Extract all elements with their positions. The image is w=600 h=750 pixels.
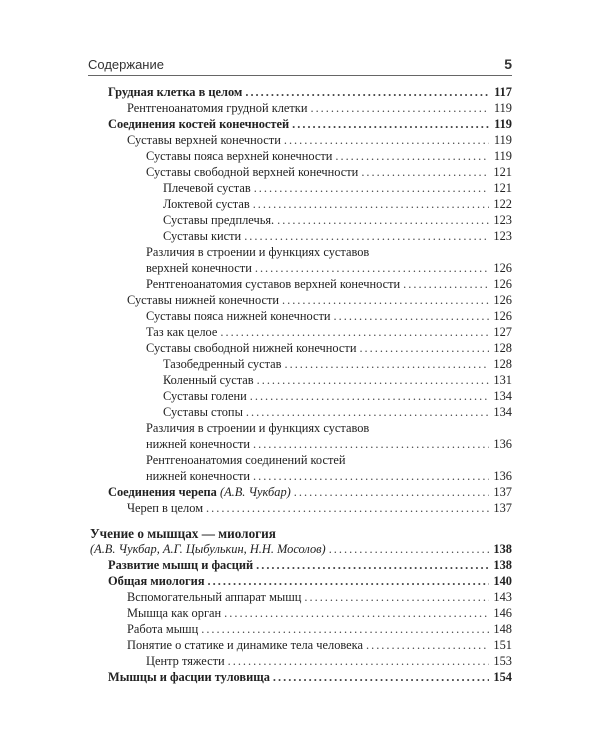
section-heading: Учение о мышцах — миология (90, 526, 276, 541)
toc-entry: верхней конечности ..... 126 (146, 261, 512, 276)
toc-entry: Грудная клетка в целом ..... 117 (108, 85, 512, 100)
toc-entry: Соединения костей конечностей ..... 119 (108, 117, 512, 132)
toc-entry: Локтевой сустав ..... 122 (163, 197, 512, 212)
toc-entry: Суставы пояса верхней конечности ..... 119 (146, 149, 512, 164)
toc-entry: нижней конечности ..... 136 (146, 437, 512, 452)
toc-entry: (А.В. Чукбар, А.Г. Цыбулькин, Н.Н. Мосолов) ..... 138 (90, 542, 512, 557)
toc-entry: Мышцы и фасции туловища ..... 154 (108, 670, 512, 685)
toc-entry-line: Различия в строении и функциях суставов (146, 245, 370, 259)
toc-entry: Тазобедренный сустав ..... 128 (163, 357, 512, 372)
toc-entry: Суставы предплечья. ..... 123 (163, 213, 512, 228)
toc-entry: Соединения черепа (А.В. Чукбар) ..... 137 (108, 485, 512, 500)
toc-entry: Суставы нижней конечности ..... 126 (127, 293, 512, 308)
toc-entry: нижней конечности ..... 136 (146, 469, 512, 484)
toc-entry-line: Рентгеноанатомия соединений костей (146, 453, 346, 467)
toc-entry: Коленный сустав ..... 131 (163, 373, 512, 388)
toc-entry: Рентгеноанатомия грудной клетки ..... 119 (127, 101, 512, 116)
toc-entry: Суставы свободной верхней конечности ..... 121 (146, 165, 512, 180)
toc-entry: Суставы голени ..... 134 (163, 389, 512, 404)
toc-entry: Центр тяжести ..... 153 (146, 654, 512, 669)
toc-entry: Суставы пояса нижней конечности ..... 126 (146, 309, 512, 324)
section-authors: (А.В. Чукбар, А.Г. Цыбулькин, Н.Н. Мосолов) (90, 542, 326, 556)
toc-entry: Общая миология ..... 140 (108, 574, 512, 589)
toc-entry-author: (А.В. Чукбар) (219, 485, 291, 499)
toc-entry: Мышца как орган ..... 146 (127, 606, 512, 621)
toc-entry: Вспомогательный аппарат мышц ..... 143 (127, 590, 512, 605)
running-header-title: Содержание (88, 57, 164, 72)
toc-entry: Суставы верхней конечности ..... 119 (127, 133, 512, 148)
toc-entry: Суставы стопы ..... 134 (163, 405, 512, 420)
toc-entry: Работа мышц ..... 148 (127, 622, 512, 637)
toc-entry: Череп в целом ..... 137 (127, 501, 512, 516)
toc-entry: Суставы кисти ..... 123 (163, 229, 512, 244)
running-header (88, 55, 512, 76)
toc-entry: Понятие о статике и динамике тела человека ..... 151 (127, 638, 512, 653)
toc-entry: Рентгеноанатомия суставов верхней конечности ..... 126 (146, 277, 512, 292)
toc-entry: Плечевой сустав ..... 121 (163, 181, 512, 196)
toc-entry-line: Различия в строении и функциях суставов (146, 421, 370, 435)
toc-entry: Таз как целое ..... 127 (146, 325, 512, 340)
page-number: 5 (504, 56, 512, 72)
toc-entry: Развитие мышц и фасций ..... 138 (108, 558, 512, 573)
toc-entry: Суставы свободной нижней конечности ..... 128 (146, 341, 512, 356)
